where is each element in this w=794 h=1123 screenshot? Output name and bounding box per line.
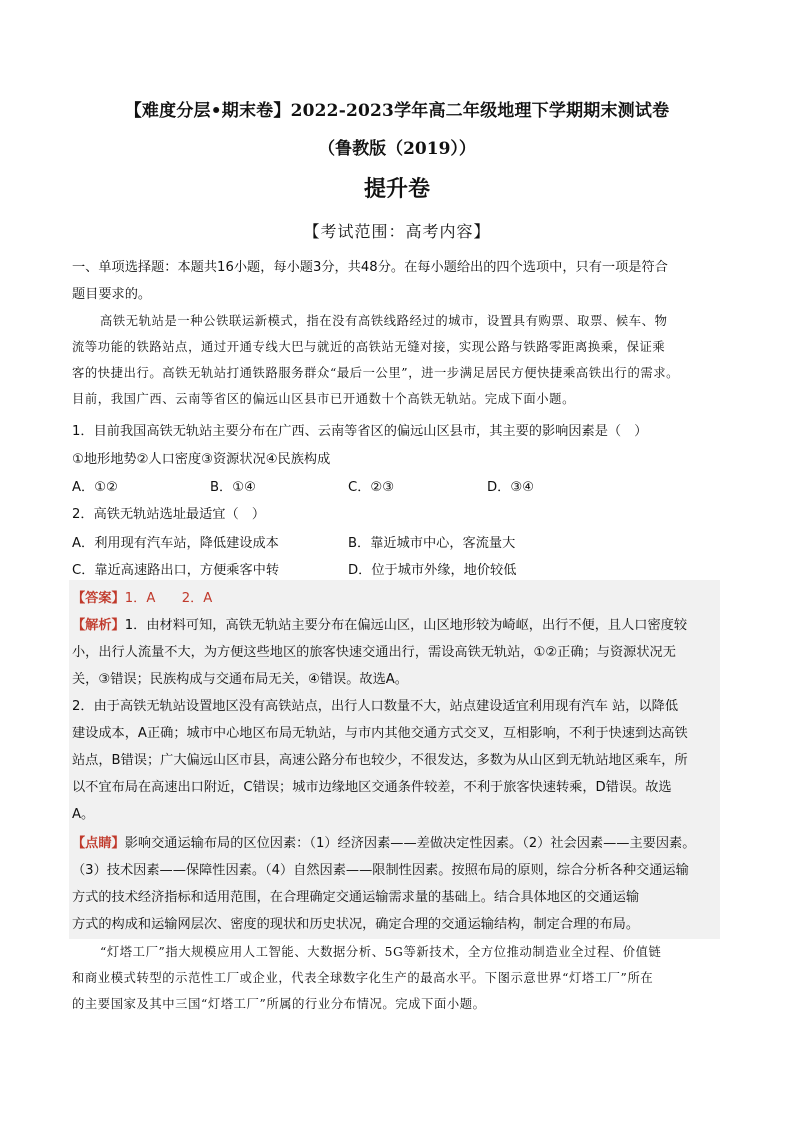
- analysis-label: 【解析】: [72, 618, 125, 633]
- passage1-line-4: 目前，我国广西、云南等省区的偏远山区县市已开通数十个高铁无轨站。完成下面小题。: [72, 392, 575, 406]
- question-1-option-d: D．③④: [487, 480, 534, 495]
- tip-line-3: 方式的技术经济指标和适用范围，在合理确定交通运输需求量的基础上。结合具体地区的交通运输: [72, 890, 640, 905]
- passage2-line-1: “灯塔工厂”指大规模应用人工智能、大数据分析、5G等新技术，全方位推动制造业全过程、价值链: [100, 945, 662, 959]
- question-1-option-a: A．①②: [72, 480, 118, 495]
- answer-text: 1．A 2．A: [124, 591, 213, 606]
- analysis-line-4: 2．由于高铁无轨站设置地区没有高铁站点，出行人口数量不大，站点建设适宜利用现有汽车 站，以降低: [72, 699, 679, 714]
- analysis-line-3: 关，③错误；民族构成与交通布局无关，④错误。故选A。: [72, 672, 408, 687]
- tip-line-4: 方式的构成和运输网层次、密度的现状和历史状况，确定合理的交通运输结构，制定合理的布局。: [72, 917, 640, 932]
- exam-edition: （鲁教版（2019））: [318, 139, 476, 159]
- question-1-factors: ①地形地势②人口密度③资源状况④民族构成: [72, 452, 331, 467]
- analysis-text: 1．由材料可知，高铁无轨站主要分布在偏远山区，山区地形较为崎岖，出行不便，且人口密度较: [124, 618, 688, 633]
- question-2-option-b: B．靠近城市中心，客流量大: [348, 536, 516, 551]
- question-2-option-c: C．靠近高速路出口，方便乘客中转: [72, 563, 280, 578]
- exam-scope: 【考试范围：高考内容】: [303, 222, 491, 241]
- analysis-line-8: A。: [72, 807, 95, 822]
- question-2-stem: 2．高铁无轨站选址最适宜（ ）: [72, 507, 266, 522]
- passage2-line-2: 和商业模式转型的示范性工厂或企业，代表全球数字化生产的最高水平。下图示意世界“灯塔工厂”所在: [72, 971, 654, 985]
- question-2-option-a: A．利用现有汽车站，降低建设成本: [72, 536, 279, 551]
- tip-label: 【点睛】: [72, 836, 125, 851]
- section-instruction-line-1: 一、单项选择题：本题共16小题，每小题3分，共48分。在每小题给出的四个选项中，只有一项是符合: [72, 260, 668, 275]
- tip-line-2: （3）技术因素——保障性因素。（4）自然因素——限制性因素。按照布局的原则，综合分析各种交通运输: [72, 863, 689, 878]
- passage1-line-2: 流等功能的铁路站点，通过开通专线大巴与就近的高铁站无缝对接，实现公路与铁路零距离换乘，保证乘: [72, 340, 666, 354]
- question-1-stem: 1．目前我国高铁无轨站主要分布在广西、云南等省区的偏远山区县市，其主要的影响因素是（ ）: [72, 424, 648, 439]
- question-2-option-d: D．位于城市外缘，地价较低: [348, 563, 517, 578]
- answer-label: 【答案】: [72, 591, 125, 606]
- answer-line: [72, 587, 212, 606]
- analysis-line-6: 站点，B错误；广大偏远山区市县，高速公路分布也较少，不很发达，多数为从山区到无轨站地区乘车，所: [72, 753, 688, 768]
- analysis-line-5: 建设成本，A正确；城市中心地区布局无轨站，与市内其他交通方式交叉，互相影响，不利于快速到达高铁: [72, 726, 688, 741]
- analysis-line-7: 以不宜布局在高速出口附近，C错误；城市边缘地区交通条件较差，不利于旅客快速转乘，D错误。故选: [72, 780, 672, 795]
- analysis-line-2: 小，出行人流量不大，为方便这些地区的旅客快速交通出行，需设高铁无轨站，①②正确；与资源状况无: [72, 645, 676, 660]
- passage2-line-3: 的主要国家及其中三国“灯塔工厂”所属的行业分布情况。完成下面小题。: [72, 997, 486, 1011]
- exam-level: 提升卷: [363, 177, 430, 202]
- exam-title: 【难度分层•期末卷】2022-2023学年高二年级地理下学期期末测试卷: [124, 101, 670, 121]
- analysis-line-1: [72, 614, 687, 633]
- question-1-option-c: C．②③: [348, 480, 395, 495]
- question-1-option-b: B．①④: [210, 480, 256, 495]
- tip-line-1: [72, 832, 695, 851]
- passage1-line-3: 客的快捷出行。高铁无轨站打通铁路服务群众“最后一公里”，进一步满足居民方便快捷乘高铁出行的需求。: [72, 366, 680, 380]
- section-instruction-line-2: 题目要求的。: [72, 287, 152, 302]
- tip-text: 影响交通运输布局的区位因素：（1）经济因素——差做决定性因素。（2）社会因素——主要因素。: [124, 836, 696, 851]
- passage1-line-1: 高铁无轨站是一种公铁联运新模式，指在没有高铁线路经过的城市，设置具有购票、取票、候车、物: [100, 314, 668, 328]
